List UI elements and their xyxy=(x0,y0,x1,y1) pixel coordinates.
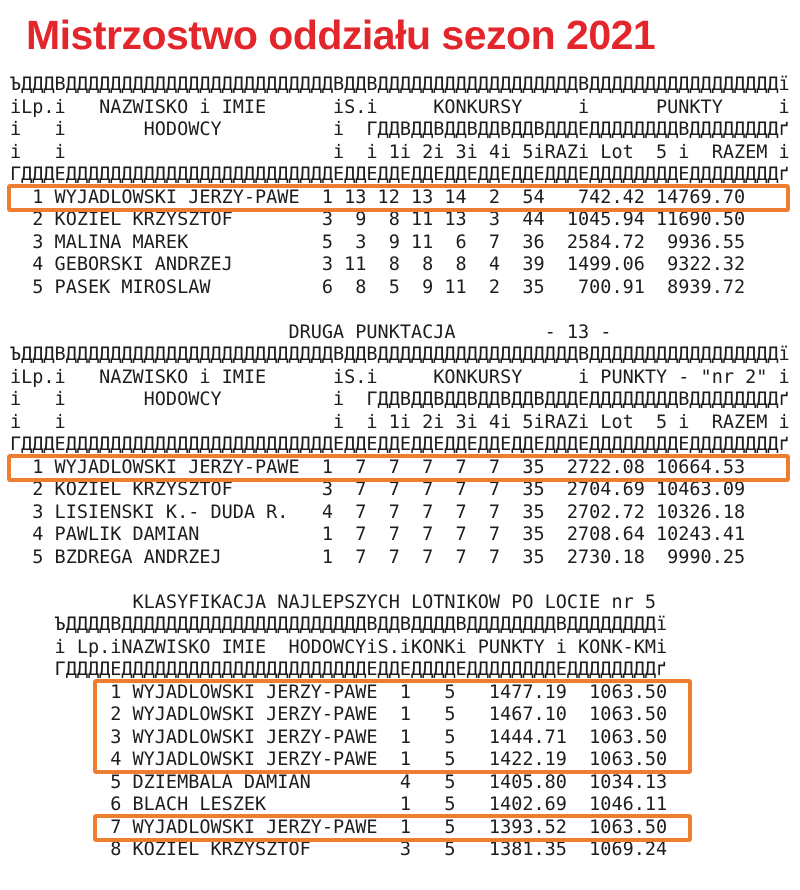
text-line: 4 WYJADLOWSKI JERZY-PAWE 1 5 1422.19 1063.50 xyxy=(10,749,668,770)
text-line: 1 WYJADLOWSKI JERZY-PAWE 1 5 1477.19 1063.50 xyxy=(10,681,668,703)
text-line: 5 PASEK MIROSLAW 6 8 5 9 11 2 35 700.91 8939.72 xyxy=(10,276,746,298)
text-line: 6 BLACH LESZEK 1 5 1402.69 1046.11 xyxy=(10,794,668,815)
text-line: і і HODOWCY і ГДДВДДВДДВДДВДДВДДДЕДДДДДДДДВДДДДДДДДґ xyxy=(10,389,790,410)
text-line: іLp.і NAZWISKO i IMIE іS.і KONKURSY і PUNKTY і xyxy=(10,96,790,118)
text-line: 7 WYJADLOWSKI JERZY-PAWE 1 5 1393.52 1063.50 xyxy=(10,816,668,838)
text-line: 1 WYJADLOWSKI JERZY-PAWE 1 7 7 7 7 7 35 2722.08 10664.53 xyxy=(10,456,746,478)
text-line: 2 KOZIEL KRZYSZTOF 3 9 8 11 13 3 44 1045.94 11690.50 xyxy=(10,209,746,230)
text-line xyxy=(10,299,800,322)
text-line: ГДДДЕДДДДДДДДДДДДДДДДДДДДДДДДЕДДЕДДЕДДЕДДЕДДЕДДЕДДДЕДДДДДДДДЕДДДДДДДДґ xyxy=(10,434,790,455)
text-line: ГДДДЕДДДДДДДДДДДДДДДДДДДДДДДДЕДДЕДДЕДДЕДДЕДДЕДДЕДДДЕДДДДДДДДЕДДДДДДДДґ xyxy=(10,164,790,185)
text-line: ЪДДДВДДДДДДДДДДДДДДДДДДДДДДДДВДДВДДДДДДДДДДДДДДДДДДВДДДДДДДДДДДДДДДДДї xyxy=(10,74,790,95)
text-line: і Lp.іNAZWISKO IMIE HODOWCYіS.іKONKі PUNKTY і KONK-KMі xyxy=(10,636,668,658)
text-line: ЪДДДВДДДДДДДДДДДДДДДДДДДДДДДДВДДВДДДДДДДДДДДДДДДДДДВДДДДДДДДДДДДДДДДДї xyxy=(10,344,790,365)
text-line: 4 PAWLIK DAMIAN 1 7 7 7 7 7 35 2708.64 10243.41 xyxy=(10,524,746,545)
text-line: 3 MALINA MAREK 5 3 9 11 6 7 36 2584.72 9936.55 xyxy=(10,231,746,253)
text-line: 2 WYJADLOWSKI JERZY-PAWE 1 5 1467.10 1063.50 xyxy=(10,704,668,725)
text-line: 1 WYJADLOWSKI JERZY-PAWE 1 13 12 13 14 2 54 742.42 14769.70 xyxy=(10,186,746,208)
text-line: і і і і 1і 2і 3і 4і 5іRAZі Lot 5 і RAZEM і xyxy=(10,141,790,163)
text-line: іLp.і NAZWISKO i IMIE іS.і KONKURSY і PUNKTY - "nr 2" і xyxy=(10,366,790,388)
text-line: 5 BZDREGA ANDRZEJ 1 7 7 7 7 7 35 2730.18 9990.25 xyxy=(10,546,746,568)
text-line: 3 LISIENSKI K.- DUDA R. 4 7 7 7 7 7 35 2702.72 10326.18 xyxy=(10,501,746,523)
text-line: 4 GEBORSKI ANDRZEJ 3 11 8 8 8 4 39 1499.06 9322.32 xyxy=(10,254,746,275)
text-line: 5 DZIEMBALA DAMIAN 4 5 1405.80 1034.13 xyxy=(10,771,668,793)
text-line: 8 KOZIEL KRZYSZTOF 3 5 1381.35 1069.24 xyxy=(10,839,668,860)
text-line: 3 WYJADLOWSKI JERZY-PAWE 1 5 1444.71 1063.50 xyxy=(10,726,668,748)
page-title: Mistrzostwo oddziału sezon 2021 xyxy=(26,12,656,58)
text-line xyxy=(10,569,800,592)
text-line: і і і і 1і 2і 3і 4і 5іRAZі Lot 5 і RAZEM і xyxy=(10,411,790,433)
text-line: ЪДДДДВДДДДДДДДДДДДДДДДДДДДДДВДДВДДДДВДДДДДДДДВДДДДДДДДї xyxy=(10,614,668,635)
text-line: і і HODOWCY і ГДДВДДВДДВДДВДДВДДДЕДДДДДДДДВДДДДДДДДґ xyxy=(10,119,790,140)
text-line: 2 KOZIEL KRZYSZTOF 3 7 7 7 7 7 35 2704.69 10463.09 xyxy=(10,479,746,500)
results-document xyxy=(0,74,800,862)
text-line: DRUGA PUNKTACJA - 13 - xyxy=(10,321,612,343)
text-line: KLASYFIKACJA NAJLEPSZYCH LOTNIKOW PO LOCIE nr 5 xyxy=(10,591,657,613)
text-line: ГДДДДЕДДДДДДДДДДДДДДДДДДДДДДЕДДЕДДДДЕДДДДДДДДЕДДДДДДДДґ xyxy=(10,659,668,680)
